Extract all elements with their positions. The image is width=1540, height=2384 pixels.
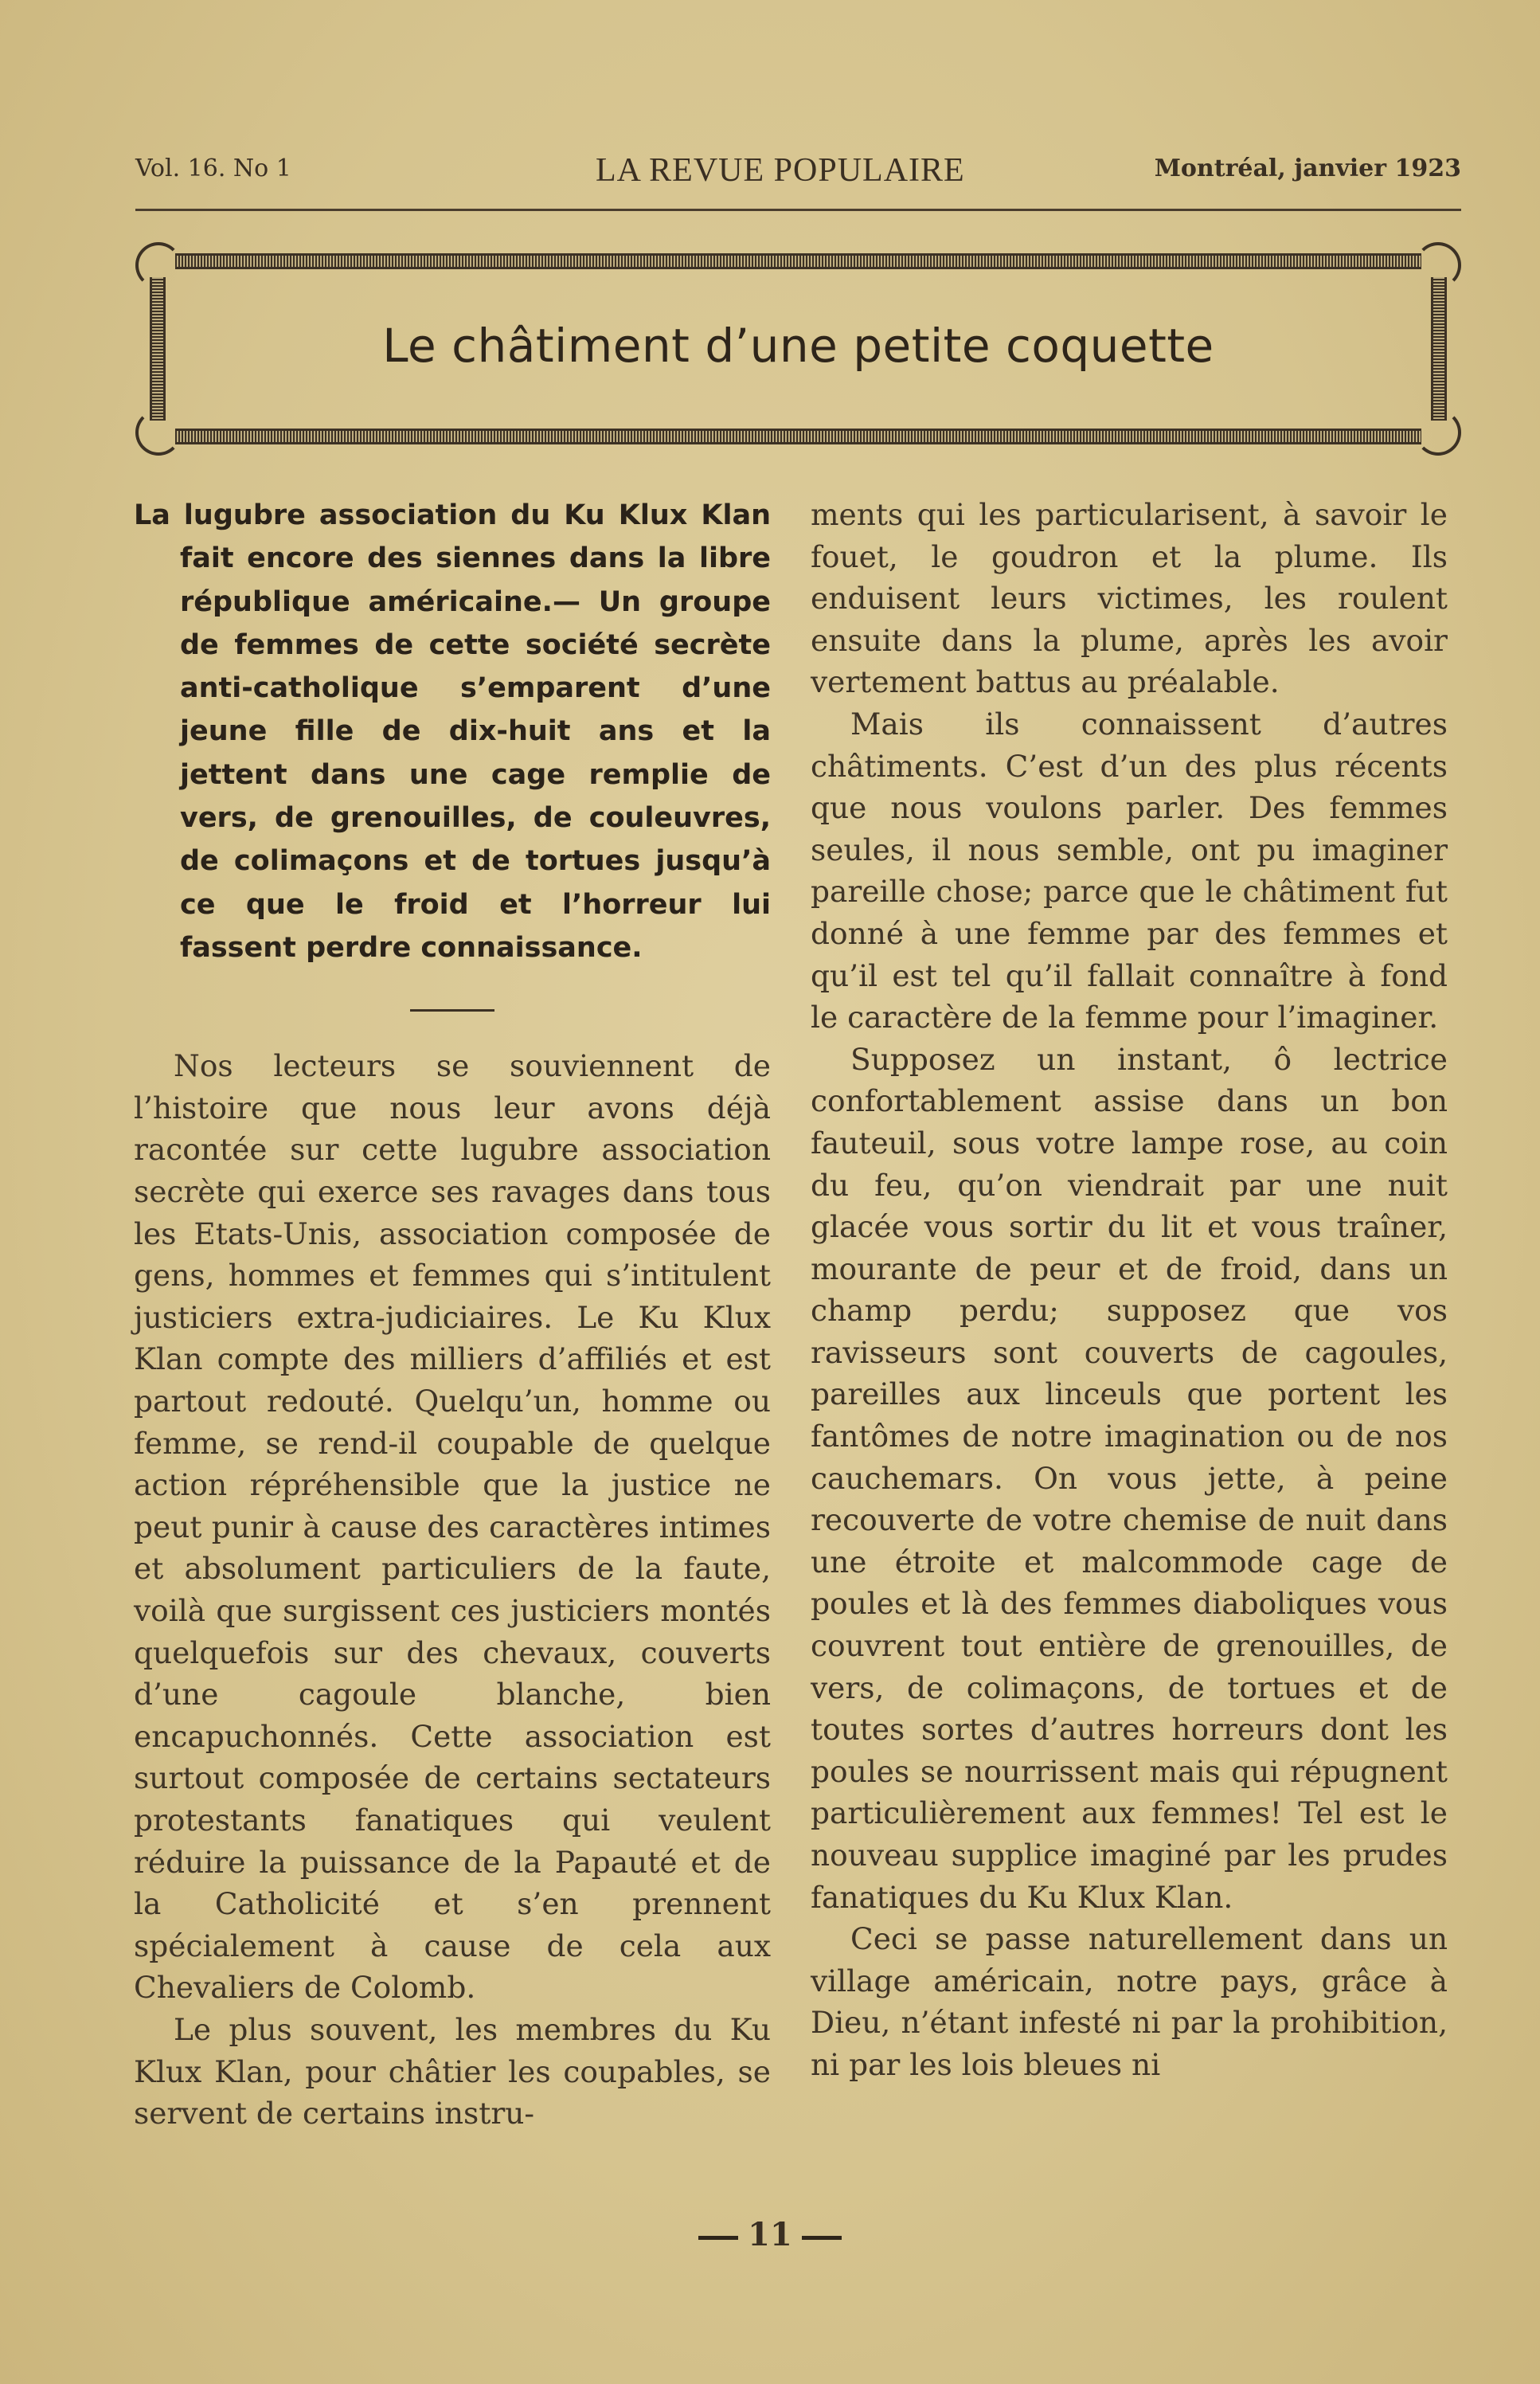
page-folio — [0, 2216, 1540, 2253]
right-column — [811, 494, 1448, 2086]
title-frame — [135, 245, 1461, 452]
frame-bottom-border — [175, 429, 1421, 444]
frame-corner-ornament — [1415, 409, 1461, 456]
left-column — [134, 494, 771, 2135]
frame-corner-ornament — [1415, 242, 1461, 288]
body-paragraph: Mais ils connaissent d’autres châtiments. C’est d’un des plus récents que nous voulons parler. Des femmes seules, il nous semble, ont pu imaginer pareille chose; parce que le châtiment fut donné à une femme par des femmes et qu’il est tel qu’il fallait connaître à fond le caractère de la femme pour l’imaginer. — [811, 706, 1448, 1035]
body-paragraph: Supposez un instant, ô lectrice confortablement assise dans un bon fauteuil, sous votre lampe rose, au coin du feu, qu’on viendrait par une nuit glacée vous sortir du lit et vous traîner, mourante de peur et de froid, dans un champ perdu; supposez que vos ravisseurs sont couverts de cagoules, pareilles aux linceuls que portent les fantômes de notre imagination ou de nos cauchemars. On vous jette, à peine recouverte de votre chemise de nuit dans une étroite et malcommode cage de poules et là des femmes diaboliques vous couvrent tout entière de grenouilles, de vers, de colimaçons, de tortues et de toutes sortes d’autres horreurs dont les poules se nourrissent mais qui répugnent particulièrement aux femmes! Tel est le nouveau supplice imaginé par les prudes fanatiques du Ku Klux Klan. — [811, 1041, 1448, 1915]
section-separator — [410, 1009, 494, 1012]
header-rule — [135, 209, 1461, 211]
volume-number: Vol. 16. No 1 — [135, 155, 291, 182]
body-paragraph: Le plus souvent, les membres du Ku Klux Klan, pour châtier les coupables, se servent de certains instru- — [134, 2011, 771, 2132]
place-date: Montréal, janvier 1923 — [1154, 155, 1461, 182]
publication-name: LA REVUE POPULAIRE — [596, 152, 965, 189]
body-paragraph: Ceci se passe naturellement dans un village américain, notre pays, grâce à Dieu, n’étant infesté ni par la prohibition, ni par les lois bleues ni — [811, 1921, 1448, 2082]
article-title: Le châtiment d’une petite coquette — [382, 319, 1214, 373]
body-paragraph-continuation: ments qui les particularisent, à savoir le fouet, le goudron et la plume. Ils enduisent leurs victimes, les roulent ensuite dans la plume, après les avoir vertement battus au préalable. — [811, 497, 1448, 700]
folio-dash — [698, 2236, 738, 2240]
frame-corner-ornament — [135, 242, 182, 288]
folio-dash — [802, 2236, 842, 2240]
running-header — [135, 151, 1461, 199]
page-number: 11 — [748, 2216, 792, 2253]
body-paragraph: Nos lecteurs se souviennent de l’histoire que nous leur avons déjà racontée sur cette lugubre association secrète qui exerce ses ravages dans tous les Etats-Unis, association composée de gens, hommes et femmes qui s’intitulent justiciers extra-judiciaires. Le Ku Klux Klan compte des milliers d’affiliés et est partout redouté. Quelqu’un, homme ou femme, se rend-il coupable de quelque action répréhensible que la justice ne peut punir à cause des caractères intimes et absolument particuliers de la faute, voilà que surgissent ces justiciers montés quelquefois sur des chevaux, couverts d’une cagoule blanche, bien encapuchonnés. Cette association est surtout composée de certains sectateurs protestants fanatiques qui veulent réduire la puissance de la Papauté et de la Catholicité et s’en prennent spécialement à cause de cela aux Chevaliers de Colomb. — [134, 1048, 771, 2006]
article-summary: La lugubre association du Ku Klux Klan fait encore des siennes dans la libre république américaine.— Un groupe de femmes de cette société secrète anti-catholique s’emparent d’une jeune fille de dix-huit ans et la jettent dans une cage remplie de vers, de grenouilles, de couleuvres, de colimaçons et de tortues jusqu’à ce que le froid et l’horreur lui fassent perdre connaissance. — [134, 499, 771, 964]
frame-top-border — [175, 253, 1421, 269]
frame-corner-ornament — [135, 409, 182, 456]
